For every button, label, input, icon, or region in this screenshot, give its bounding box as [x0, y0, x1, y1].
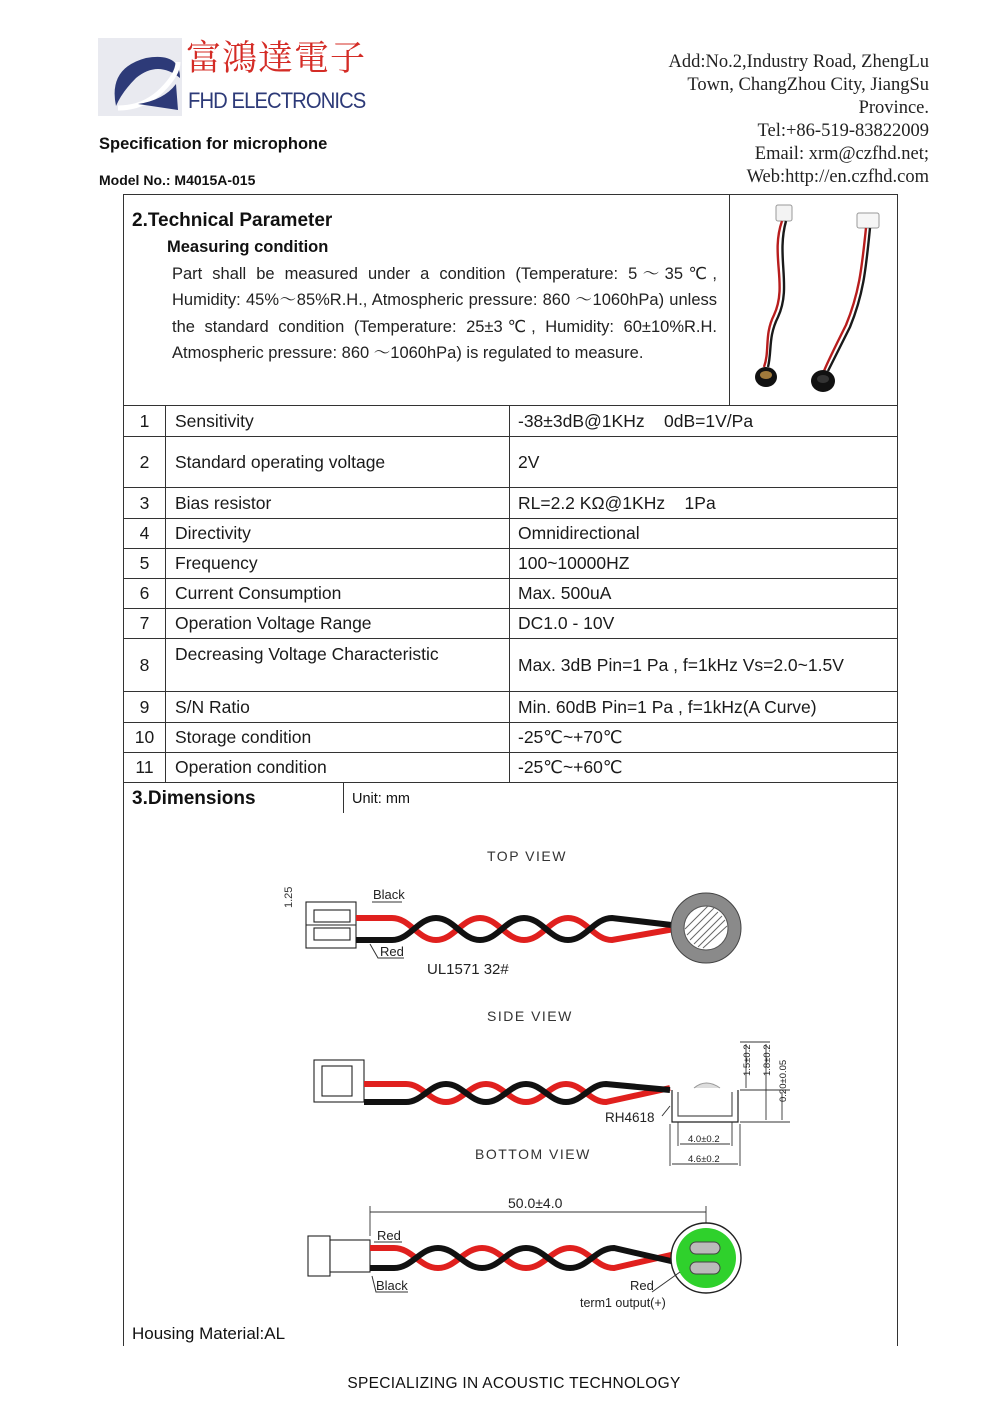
- table-row: [124, 579, 898, 609]
- wire-label-black: Black: [376, 1278, 408, 1293]
- parameter-name: Frequency: [166, 549, 510, 579]
- email-address: Email: xrm@czfhd.net;: [754, 144, 929, 164]
- row-number: 7: [124, 609, 166, 639]
- table-row: [124, 549, 898, 579]
- parameter-name: Operation Voltage Range: [166, 609, 510, 639]
- parameter-value: DC1.0 - 10V: [510, 609, 898, 639]
- dimension-drawing: [270, 840, 790, 1320]
- table-row: [124, 437, 898, 488]
- row-number: 9: [124, 692, 166, 723]
- parameter-value: RL=2.2 KΩ@1KHz 1Pa: [510, 488, 898, 519]
- row-number: 1: [124, 406, 166, 437]
- table-row: [124, 406, 898, 437]
- pcb-green: [676, 1228, 736, 1288]
- address-line: Province.: [858, 98, 929, 118]
- twisted-wire: [356, 918, 680, 940]
- divider: [343, 782, 344, 813]
- twisted-wire: [364, 1084, 670, 1102]
- parameter-name: Standard operating voltage: [166, 437, 510, 488]
- wire-label-black: Black: [373, 887, 405, 902]
- table-row: [124, 692, 898, 723]
- capsule-top: [694, 1083, 720, 1088]
- terminal-label: term1 output(+): [580, 1296, 666, 1310]
- top-view-label: TOP VIEW: [487, 848, 567, 864]
- website-url: Web:http://en.czfhd.com: [746, 167, 929, 187]
- row-number: 6: [124, 579, 166, 609]
- terminal-label-red: Red: [630, 1278, 654, 1293]
- table-row: [124, 519, 898, 549]
- section-subtitle: Measuring condition: [167, 238, 329, 256]
- table-row: [124, 639, 898, 692]
- connector-shape: [314, 1060, 364, 1102]
- model-number: Model No.: M4015A-015: [99, 172, 256, 188]
- dimension-text: 1.5±0.2: [742, 1044, 753, 1076]
- footer-slogan: SPECIALIZING IN ACOUSTIC TECHNOLOGY: [347, 1375, 681, 1392]
- row-number: 10: [124, 723, 166, 753]
- parameter-name: Current Consumption: [166, 579, 510, 609]
- leader-line: [662, 1106, 670, 1116]
- part-label: RH4618: [605, 1110, 655, 1125]
- parameter-name: Directivity: [166, 519, 510, 549]
- table-row: [124, 723, 898, 753]
- side-view-label: SIDE VIEW: [487, 1008, 573, 1024]
- row-number: 5: [124, 549, 166, 579]
- spec-title: Specification for microphone: [99, 135, 328, 153]
- connector-shape: [308, 1236, 370, 1276]
- parameter-value: -25℃~+70℃: [510, 723, 898, 753]
- parameter-value: Omnidirectional: [510, 519, 898, 549]
- row-number: 3: [124, 488, 166, 519]
- cable-spec: UL1571 32#: [427, 961, 509, 978]
- phone-number: Tel:+86-519-83822009: [757, 121, 929, 141]
- bottom-view-label: BOTTOM VIEW: [475, 1146, 591, 1162]
- solder-pad: [690, 1242, 720, 1254]
- solder-pad: [690, 1262, 720, 1274]
- dimension-text: 1.25: [283, 886, 295, 908]
- parameter-name: S/N Ratio: [166, 692, 510, 723]
- wire-label-red: Red: [380, 944, 404, 959]
- twisted-wire: [370, 1248, 684, 1268]
- parameter-value: 2V: [510, 437, 898, 488]
- parameter-value: 100~10000HZ: [510, 549, 898, 579]
- address-line: Town, ChangZhou City, JiangSu: [687, 75, 929, 95]
- section-title: 2.Technical Parameter: [132, 210, 333, 231]
- brand-name-chinese: 富鴻達電子: [186, 39, 367, 79]
- parameter-table: [123, 405, 898, 783]
- dimension-text: 4.0±0.2: [688, 1134, 720, 1145]
- capsule-side: [672, 1090, 738, 1122]
- parameter-name: Operation condition: [166, 753, 510, 783]
- parameter-name: Bias resistor: [166, 488, 510, 519]
- microphone-photo: [730, 195, 897, 404]
- parameter-name: Decreasing Voltage Characteristic: [166, 639, 510, 692]
- parameter-value: -38±3dB@1KHz 0dB=1V/Pa: [510, 406, 898, 437]
- parameter-name: Storage condition: [166, 723, 510, 753]
- measuring-condition-text: Part shall be measured under a condition (Temperature: 5～35℃, Humidity: 45%～85%R.H., Atmospheric pressure: 860 ～1060hPa) unless the standard condition (Temperature: 25±3℃, Humidity: 60±10%R.H. Atmospheric pressure: 860 ～1060hPa) is regulated to measure.: [172, 265, 717, 362]
- technical-parameter-section: [123, 194, 729, 405]
- connector-shape: [306, 902, 356, 948]
- parameter-value: Min. 60dB Pin=1 Pa , f=1kHz(A Curve): [510, 692, 898, 723]
- dimension-text: 50.0±4.0: [508, 1195, 563, 1211]
- dimension-text: 4.6±0.2: [688, 1154, 720, 1165]
- dimension-text: 1.8±0.2: [762, 1044, 773, 1076]
- table-row: [124, 753, 898, 783]
- wire-label-red: Red: [377, 1228, 401, 1243]
- parameter-value: Max. 500uA: [510, 579, 898, 609]
- address-line: Add:No.2,Industry Road, ZhengLu: [668, 52, 929, 72]
- row-number: 4: [124, 519, 166, 549]
- parameter-value: Max. 3dB Pin=1 Pa , f=1kHz Vs=2.0~1.5V: [510, 639, 898, 692]
- table-row: [124, 609, 898, 639]
- parameter-value: -25℃~+60℃: [510, 753, 898, 783]
- parameter-name: Sensitivity: [166, 406, 510, 437]
- housing-material: Housing Material:AL: [132, 1324, 286, 1343]
- dimension-text: 0.20±0.05: [778, 1059, 789, 1102]
- brand-name-english: FHD ELECTRONICS: [188, 88, 366, 113]
- table-row: [124, 488, 898, 519]
- dimensions-title: 3.Dimensions: [132, 788, 256, 809]
- company-address: [668, 51, 929, 189]
- dimensions-unit: Unit: mm: [352, 791, 410, 807]
- leader-line: [652, 1272, 680, 1292]
- row-number: 2: [124, 437, 166, 488]
- row-number: 11: [124, 753, 166, 783]
- row-number: 8: [124, 639, 166, 692]
